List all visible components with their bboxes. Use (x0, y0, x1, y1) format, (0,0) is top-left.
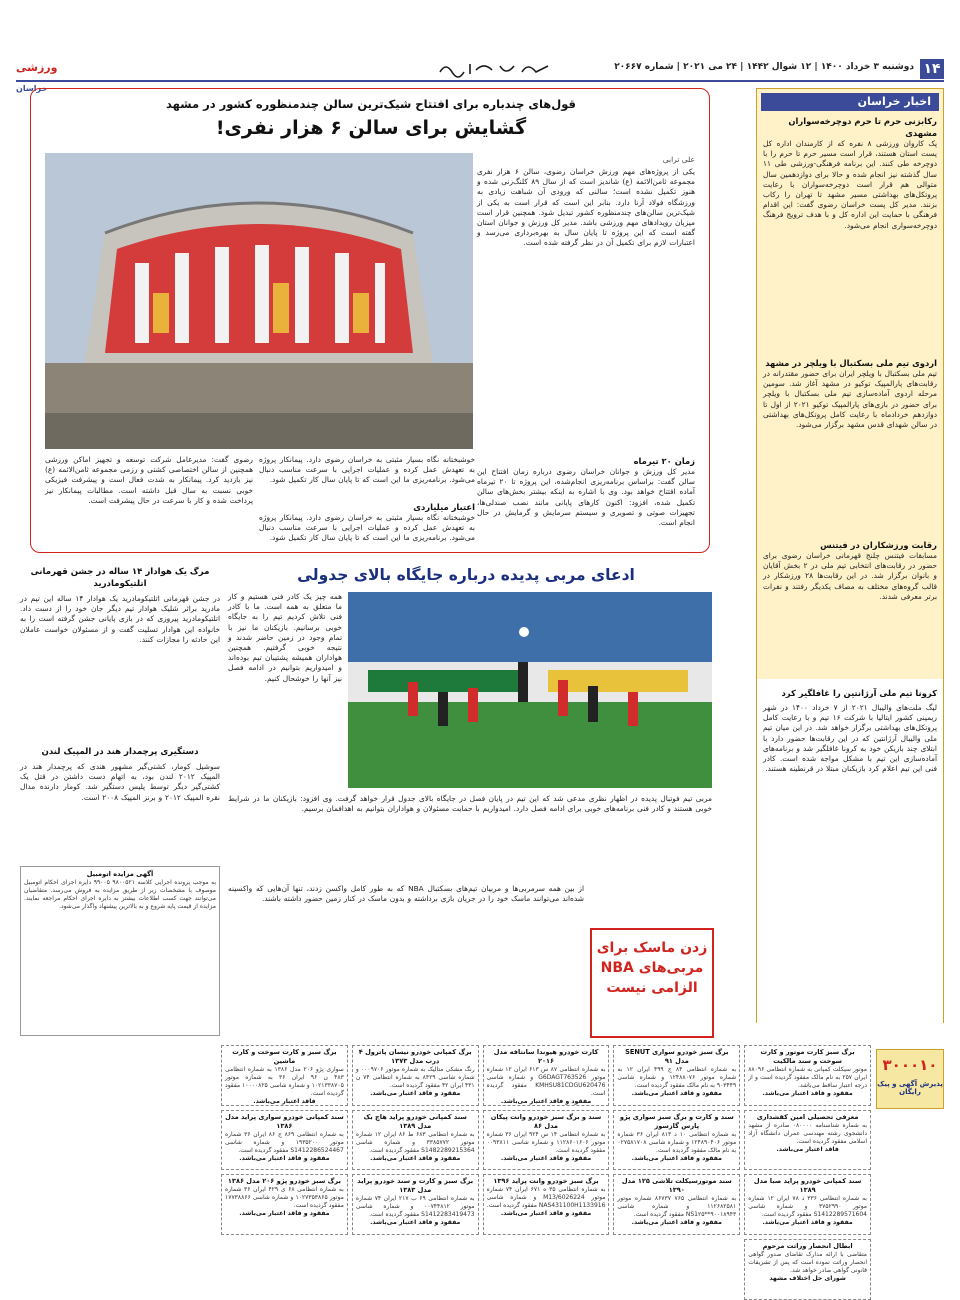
news-item-title: دستگیری پرچمدار هند در المپیک لندن (41, 747, 199, 757)
classified-ad (483, 1045, 610, 1106)
article2-headline: ادعای مربی پدیده درباره جایگاه بالای جدولی (297, 566, 635, 584)
classified-ad-footer: مفقود و فاقد اعتبار می‌باشد. (762, 1219, 853, 1227)
khorasan-news-box (757, 89, 943, 679)
classified-ad-footer: مفقود و فاقد اعتبار می‌باشد. (370, 1219, 461, 1227)
classified-ad-title: ابطال انحصار وراثت مرحوم (762, 1242, 853, 1250)
classified-ad-footer: شورای حل اختلاف مشهد (769, 1275, 846, 1282)
classified-ad-text: به شماره انتظامی ۱۰ د ۸۱۳ ایران ۳۶ شماره موتور ۱۲۴۸۹۰۴۰۶ و شماره شاسی ۰۲۷۵۸۱۷۰۸ به نام مالک مفقود گردیده است. (617, 1130, 737, 1154)
classified-ad-footer: مفقود و فاقد اعتبار می‌باشد. (631, 1090, 722, 1097)
news-item-title: رقابت ورزشکاران در فیتنس (820, 540, 937, 550)
classified-ad-title: کارت خودرو هیوندا سانتافه مدل ۲۰۱۶ (493, 1048, 599, 1065)
classified-ad-footer: مفقود و فاقد اعتبار می‌باشد. (762, 1090, 853, 1097)
classified-ad-footer: مفقود و فاقد اعتبار می‌باشد. (239, 1154, 330, 1162)
classified-ads-grid (221, 1045, 871, 1282)
khorasan-news-header: اخبار خراسان (761, 93, 939, 111)
classified-ad-footer: مفقود و فاقد اعتبار می‌باشد. (500, 1098, 592, 1105)
news-item-text: پک کاروان ورزشی ۸ نفره که از کارمندان اداره کل پست استان هستند، قرار است مسیر حرم تا حرم را با دوچرخه طی کنند. این برنامه فرهنگی-ورزشی طی ۱۱ سال گذشته نیز انجام شده و حالا برای دوازدهمین سال متوالی هم قرار است دوچرخه‌سواران با رعایت پروتکل‌های بهداشتی مسیر مشهد تا تهران را رکاب بزنند. مدیر کل پست خراسان رضوی گفت: این اقدام فرهنگی با حمایت این اداره کل و با هدف ترویج فرهنگ دوچرخه‌سواری انجام می‌شود. (763, 139, 938, 230)
arena-photo (45, 153, 473, 449)
classified-ad-text: به شماره انتظامی ۳۳۶ د ۷۸ ایران ۱۲ شماره موتور ۳۷۵۲۹۹۰ و شماره شاسی S1412289571604 مفقود گردیده است. (748, 1195, 868, 1219)
article-kicker: قول‌های چندباره برای افتتاح شیک‌ترین سالن چندمنظوره کشور در مشهد (166, 97, 576, 111)
classified-ad-footer: فاقد اعتبار می‌باشد. (253, 1098, 316, 1105)
news-item-atletico (20, 566, 220, 744)
news-item-text: مسابقات فیتنس چلنج قهرمانی خراسان رضوی برای حضور در رقابت‌های انتخابی تیم ملی در ۲ بخش آقایان و بانوان برگزار شد. در این رقابت‌ها ۲۸ ورزشکار در قالب گروه‌های مختلف به مصاف یکدیگر رفتند و نفرات برتر معرفی شدند. (763, 551, 937, 601)
section-title-sub: خراسان (16, 84, 48, 93)
classified-ad (352, 1110, 479, 1171)
article2-body-col1: همه چیز یک کادر فنی هستیم و کار ما متعلق به همه است. ما با کادر فنی تلاش کردیم تیم را به جایگاه خوبی برسانیم. بازیکنان ما نیز با تمام وجود در زمین حاضر شدند و نتیجه خوبی گرفتیم. همچنین هواداران همیشه پشتیبان تیم بوده‌اند و امیدواریم بتوانیم در ادامه فصل نیز آنها را خوشحال کنیم. (228, 592, 342, 683)
news-item-title: رکابزنی حرم تا حرم دوچرخه‌سواران مشهدی (788, 116, 937, 138)
classified-ad-title: معرفی تحصیلی امین کفشداری (756, 1112, 859, 1121)
news-item-cycling (763, 115, 937, 363)
classified-ad-title: برگ سبز کارت موتور و کارت سوخت و سند مالکیت (760, 1048, 855, 1065)
classified-ad (613, 1045, 740, 1106)
notice-text: به موجب پرونده اجرایی کلاسه ۹۸۰۰۵۲۱ ۹۹۰۰۵ دایره اجرای احکام اتومبیل موصوف با مشخصات زیر از طریق مزایده به فروش می‌رسد. متقاضیان می‌توانند جهت کسب اطلاعات بیشتر به دایره اجرای احکام مراجعه نمایند. مزایده از قیمت پایه شروع و به بالاترین پیشنهاد واگذار می‌شود. (24, 879, 216, 910)
classified-ad-text: به شماره انتظامی ۷۶۵ ۸۶۷۳۷ شماره موتور ۱۱۲۶۸۲۵۸۱ و شماره شاسی NS1۲۵**۹۰۰۱۸۹۴۳ مفقود گردیده است. (617, 1195, 737, 1219)
classified-ad-title: برگ کمپانی خودرو نیسان پاترول ۴ درب مدل ۱۳۷۳ (358, 1048, 472, 1065)
classified-ad (483, 1110, 610, 1171)
notice-title: آگهی مزایده اتومبیل (86, 870, 154, 878)
classified-ad-footer: فاقد اعتبار می‌باشد. (776, 1145, 839, 1153)
classified-ad-title: برگ سبز خودرو وانت پراید ۱۳۹۶ (493, 1177, 599, 1186)
classifieds-section (16, 1045, 946, 1282)
classified-ad-footer: مفقود و فاقد اعتبار می‌باشد. (631, 1219, 722, 1227)
classified-ad-footer: مفقود و فاقد اعتبار می‌باشد. (239, 1210, 330, 1218)
article-section-time (477, 455, 695, 549)
news-item-title: اردوی تیم ملی بسکتبال با ویلچر در مشهد (765, 358, 937, 368)
classified-ad-footer: مفقود و فاقد اعتبار می‌باشد. (631, 1154, 722, 1162)
page-number: ۱۴ (920, 59, 944, 79)
classified-ad-title: سند موتورسیکلت تلاشی ۱۲۵ مدل ۱۳۹۰ (621, 1177, 732, 1195)
issue-date-line: دوشنبه ۳ خرداد ۱۴۰۰ | ۱۲ شوال ۱۴۴۲ | ۲۴ می ۲۰۲۱ | شماره ۲۰۶۶۷ (614, 62, 914, 72)
news-item-text: تیم ملی بسکتبال با ویلچر ایران برای حضور مقتدرانه در رقابت‌های پارالمپیک توکیو در مشهد آغاز شد. سومین مرحله اردوی آماده‌سازی تیم ملی بسکتبال با ویلچر برای حضور در بازی‌های پارالمپیک توکیو ۲۰۲۱ از اول تا دوازدهم خردادماه با رعایت کامل پروتکل‌های بهداشتی در سالن شهدای قدس مشهد برگزار می‌شود. (763, 369, 937, 430)
classified-ad-title: سند کمپانی خودرو پراید هاچ بک مدل ۱۳۸۹ (363, 1112, 467, 1130)
classified-ad-text: موتور سیکلت کمپانی به شماره انتظامی ۸۸۰۹۶ ایران ۲۵۷ به نام مالک مفقود گردیده است و از درجه اعتبار ساقط می‌باشد. (748, 1066, 867, 1089)
section-title (16, 58, 86, 93)
football-photo (348, 592, 712, 788)
article2-body-col2: مربی تیم فوتبال پدیده در اظهار نظری مدعی شد که این تیم در پایان فصل در جایگاه بالای جدول قرار خواهد گرفت. وی افزود: بازیکنان ما در شرایط خوبی هستند و کادر فنی برنامه‌های خوبی برای ادامه فصل دارد. امیدواریم با حمایت مسئولان و هواداران بتوانیم به اهدافمان برسیم. (228, 794, 712, 814)
argentina-covid-story (757, 681, 943, 1023)
classified-ad-text: به شماره انتظامی ۸۷ س ۶۱۳ ایران ۱۲ شماره موتور G6DAGT763526 و شماره شاسی KMHSU81CDGU620476 مفقود گردیده است. (486, 1066, 606, 1097)
promo-number: ۳۰۰۰۱۰ (882, 1056, 938, 1074)
classified-ad-footer: مفقود و فاقد اعتبار می‌باشد. (500, 1210, 592, 1218)
news-item-text: لیگ ملت‌های والیبال ۲۰۲۱ از ۷ خرداد ۱۴۰۰ در شهر ریمینی کشور ایتالیا با شرکت ۱۶ تیم و با رعایت کامل پروتکل‌های بهداشتی برگزار خواهد شد. در این میان تیم ملی والیبال آرژانتین که در این رقابت‌ها حضور دارد با ابتلای چند بازیکن خود به کرونا غافلگیر شد و برنامه‌های آماده‌سازی این تیم با مشکل مواجه شده است. کادر فنی این تیم اعلام کرد بازیکنان مبتلا در قرنطینه هستند. (763, 703, 937, 774)
main-article (30, 88, 710, 553)
classified-ad (744, 1239, 871, 1300)
classified-ad-title: سند کمپانی خودرو سواری پراید مدل ۱۳۸۶ (225, 1112, 344, 1130)
classified-ad-text: به شماره انتظامی ۶۸ ی ۴۲۹ ایران ۳۶ شماره موتور ۱۰۲۷۳۵۳۸۶۵ و شماره شاسی ۱۷۷۳۸۸۶۶ مفقود گردیده است. (225, 1186, 344, 1210)
classified-ad-text: رنگ مشکی متالیک به شماره موتور ۰۰۰۹۷۰۶ و شماره شاسی ۸۴۲۹ به شماره انتظامی ۷۴ ن ۴۳۱ ایران ۴۲ مفقود گردیده است. (355, 1066, 475, 1089)
article-body-col4: رضوی گفت: مدیرعامل شرکت توسعه و تجهیز اماکن ورزشی همچنین از سالن اختصاصی کشتی و رزمی مجموعه ثامن‌الائمه (ع) نیز بازدید کرد. پیمانکار به شدت فعال است و پیشرفت فیزیکی خوبی نسبت به سال قبل داشته است. مطالبات پیمانکار نیز پرداخت شده و کار با سرعت در حال پیشرفت است. (45, 455, 253, 505)
news-item-india-flagbearer (20, 746, 220, 862)
classified-ad (221, 1110, 348, 1171)
classified-ad-title: سند کمپانی خودرو پراید صبا مدل ۱۳۸۹ (753, 1177, 862, 1195)
right-news-column (756, 88, 944, 1023)
classified-ad (352, 1174, 479, 1235)
classified-ad-title: برگ سبز خودرو سواری SENUT مدل ۹۱ (625, 1048, 729, 1065)
classified-ad-title: برگ سبز و کارت و سند خودرو پراید مدل ۱۳۸۳ (357, 1177, 474, 1195)
newspaper-logo-icon (436, 60, 556, 78)
classified-ad-title: برگ سبز و کارت سوخت و کارت ماشین (232, 1048, 337, 1065)
article2-body-col3: از بین همه سرمربی‌ها و مربیان تیم‌های بسکتبال NBA که به طور کامل واکسن زدند، تنها آن‌هایی که واکسینه شده‌اند می‌توانند ماسک خود را در جریان بازی برداشته و بدون ماسک در کنار زمین حضور داشته باشند. (228, 884, 584, 904)
classified-ad-text: به شماره انتظامی ۶۹ ب ۲۱۷ ایران ۷۴ شماره موتور ۰۰۷۴۴۸۱۲ و شماره شاسی S1412283419473 مفقود گردیده است. (355, 1195, 475, 1219)
classified-ad (613, 1174, 740, 1235)
classified-ad-text: به شماره انتظامی ۶۸۳ ط ۸۶ ایران ۱۲ شماره موتور ۳۳۸۵۷۷۲ و شماره شاسی S1482289215364 مفقود گردیده است. (355, 1130, 475, 1154)
news-item-title: کرونا تیم ملی آرژانتین را غافلگیر کرد (781, 688, 937, 698)
news-item-title: مرگ یک هوادار ۱۴ ساله در جشن قهرمانی اتلتیکومادرید (30, 567, 210, 589)
article-byline: علی ترابی (662, 155, 695, 164)
classified-ad (221, 1045, 348, 1106)
page-header (16, 58, 944, 93)
classified-ad-title: برگ سبز خودرو پژو ۲۰۶ مدل ۱۳۸۶ (227, 1177, 341, 1186)
left-news-column (20, 566, 220, 1041)
article-section-budget (259, 455, 475, 549)
classified-ad-text: به شماره انتظامی ۳۵ ه ۶۷۱ ایران ۷۴ شماره موتور M13/6026224 و شماره شاسی NAS431100H1133916 مفقود گردیده است. (486, 1186, 606, 1210)
classified-ad-footer: مفقود و فاقد اعتبار می‌باشد. (370, 1090, 461, 1097)
classified-ad (744, 1045, 871, 1106)
promo-text: پذیرش آگهی و پیک رایگان (877, 1080, 943, 1096)
article-headline: گشایش برای سالن ۶ هزار نفری! (215, 117, 527, 139)
article-subhead: اعتبار میلیاردی (413, 502, 475, 512)
news-item-text: در جشن قهرمانی اتلتیکومادرید یک هوادار ۱۴ ساله این تیم در مادرید براثر شلیک هوادار تیم دیگر جان خود را از دست داد. اتلتیکومادرید پیروزی که در بازی پایانی جشن گرفته است را به خانواده این هوادار تسلیت گفت و از مسئولان خواست عاملان این حادثه را مجازات کنند. (20, 594, 221, 644)
classified-ad-text: سواری پژو ۲۰۶ مدل ۱۳۸۶ به شماره انتظامی ۴۸۳ ن ۹۶ ایران ۳۶ به شماره موتور ۱۰۲۱۳۳۸۷۰۵ و شماره شاسی ۱۰۰۰۰۸۲۵ مفقود گردیده است. (225, 1066, 344, 1097)
classified-ad-title: سند و برگ سبز خودرو وانت پیکان مدل ۸۶ (490, 1112, 602, 1130)
auction-notice (20, 866, 220, 1036)
article-body-col3: خوشبختانه نگاه بسیار مثبتی به خراسان رضوی دارد. پیمانکار پروژه به تعهدش عمل کرده و عملیات اجرایی با سرعت مناسب دنبال می‌شود. برنامه‌ریزی ما این است که تا پایان سال کار تکمیل شود. (259, 455, 475, 485)
classified-ad-text: به شماره انتظامی ۱۴ س ۹۲۴ ایران ۳۶ شماره موتور ۱۱۲۸۶۰۱۶۰۶ و شماره شاسی ۰۰۹۳۸۱۱ مفقود گردیده است. (486, 1130, 606, 1154)
classified-ad-footer: مفقود و فاقد اعتبار می‌باشد. (370, 1154, 461, 1162)
article-body-col2: مدیر کل ورزش و جوانان خراسان رضوی درباره زمان افتتاح این سالن گفت: براساس برنامه‌ریزی انجام‌شده، این پروژه تا ۲۰ تیرماه آماده افتتاح خواهد بود. وی با اشاره به اینکه بیشتر بخش‌های سالن تکمیل شده، افزود: اکنون کارهای پایانی مانند نصب صندلی‌ها، تجهیزات صوتی و تصویری و سیستم سرمایش و گرمایش در حال انجام است. (477, 467, 695, 528)
classified-ad-footer: مفقود و فاقد اعتبار می‌باشد. (500, 1154, 592, 1162)
classified-ad (352, 1045, 479, 1106)
classified-ad-text: به شماره انتظامی ۸۴ ج ۴۹۹ ایران ۱۲ به شماره موتور ۱۲۴۸۸۰۷۶ و شماره شاسی ۹۰۳۴۴۹ به نام مالک مفقود گردیده است. (617, 1066, 737, 1089)
classified-ad (613, 1110, 740, 1171)
classified-ad-text: به شماره شناسنامه ۰۸۰۰۰۰ صادره از مشهد دانشجوی رشته مهندسی عمران دانشگاه آزاد اسلامی مفقود گردیده است. (748, 1121, 867, 1145)
section-title-main: ورزشی (16, 61, 58, 74)
news-item-fitness (763, 539, 937, 671)
article-body-col3b: خوشبختانه نگاه بسیار مثبتی به خراسان رضوی دارد. پیمانکار پروژه به تعهدش عمل کرده و عملیات اجرایی با سرعت مناسب دنبال می‌شود. برنامه‌ریزی ما این است که تا پایان سال کار تکمیل شود. (259, 513, 475, 543)
nba-mask-pullquote: زدن ماسک برای مربی‌های NBA الزامی نیست (590, 928, 714, 1038)
news-item-wheelchair-basketball (763, 357, 937, 529)
article-body-col1: یکی از پروژه‌های مهم ورزش خراسان رضوی، سالن ۶ هزار نفری مجموعه ثامن‌الائمه (ع) شاندیز است که از سال ۸۹ کلنگ‌زنی شده و هنوز تکمیل نشده است؛ سالنی که ورودی آن شباهت زیادی به ورزشگاه فولاد آرنا دارد. بنابر این است که قرار است به یکی از شیک‌ترین سالن‌های چندمنظوره کشور تبدیل شود. همچنین قرار است میزبان رویدادهای مهم ورزشی باشد. مدیر کل ورزش و جوانان استان گفته است که این پروژه تا پایان سال به بهره‌برداری می‌رسد و اعتبارات لازم برای تکمیل آن در نظر گرفته شده است. (477, 167, 695, 248)
classified-ad (221, 1174, 348, 1235)
classified-ad (744, 1174, 871, 1235)
classified-ad (744, 1110, 871, 1171)
classified-ad (483, 1174, 610, 1235)
classified-ad-title: سند و کارت و برگ سبز سواری پژو پارس گازسوز (619, 1112, 734, 1130)
news-item-text: سوشیل کومار، کشتی‌گیر مشهور هندی که پرچمدار هند در المپیک ۲۰۱۲ لندن بود، به اتهام دست داشتن در قتل یک کشتی‌گیر دیگر توسط پلیس دستگیر شد. کومار دارنده مدال نقره المپیک ۲۰۱۲ و برنز المپیک ۲۰۰۸ است. (20, 762, 220, 802)
article-subhead: زمان ۲۰ تیرماه (633, 456, 695, 466)
promo-box (876, 1049, 944, 1109)
classified-ad-text: متقاضی با ارائه مدارک تقاضای صدور گواهی انحصار وراثت نموده است که پس از تشریفات قانونی گواهی صادر خواهد شد. (748, 1251, 867, 1274)
classified-ad-text: به شماره انتظامی ۸۶۹ ج ۸۶ ایران ۳۶ شماره موتور ۱۹۳۵۲۰۰ و شماره شاسی S1412286524467 مفقود گردیده است. (225, 1130, 344, 1154)
